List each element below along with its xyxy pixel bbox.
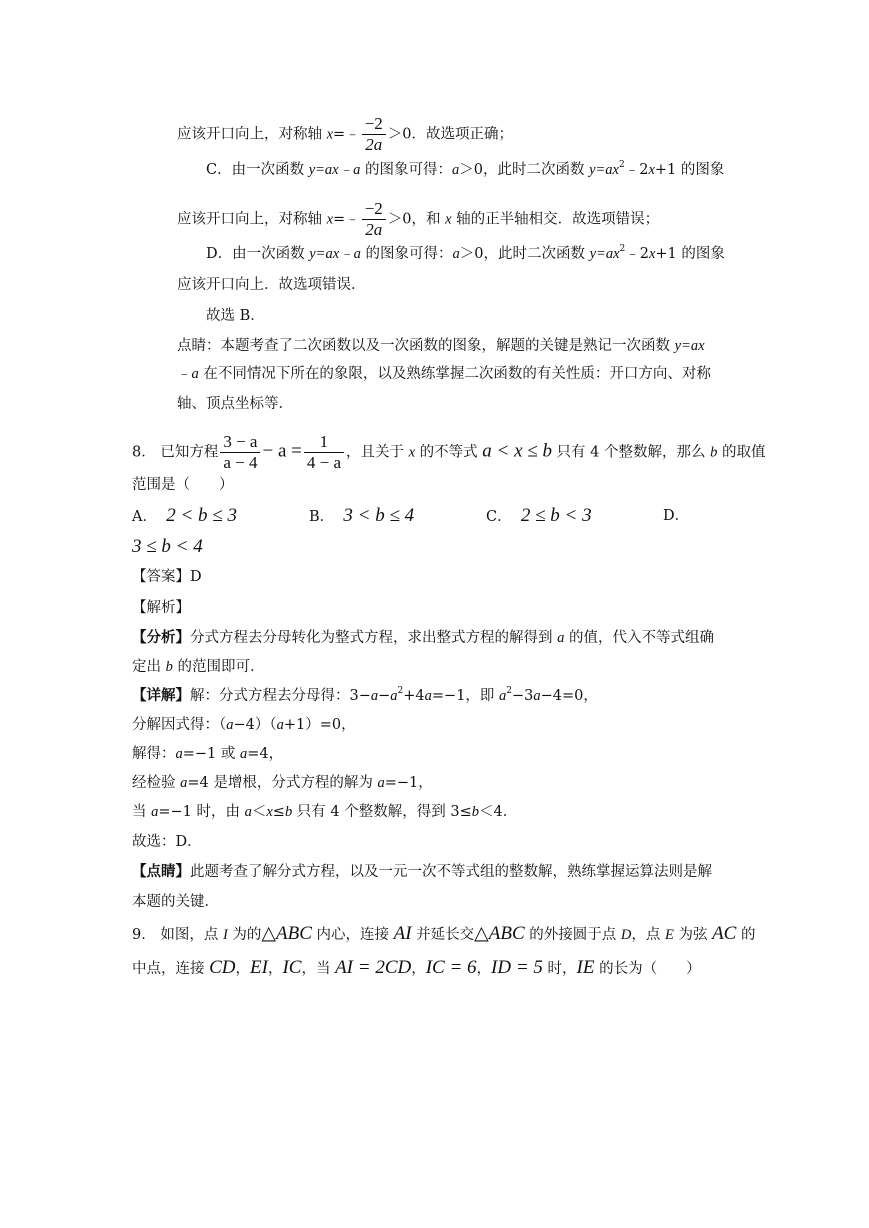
math-var: b [165, 659, 173, 675]
text: ，且关于 [346, 444, 409, 461]
text: =﹣ [333, 211, 360, 228]
math-var: E [664, 927, 674, 943]
detail-line-4 [132, 773, 433, 793]
text: 只有 4 个整数解，那么 [551, 444, 711, 461]
comment-line-3: 轴、顶点坐标等． [177, 396, 293, 412]
math-expr: − a = [262, 440, 302, 462]
text: 为的 [227, 927, 262, 943]
math-var: a [424, 688, 432, 704]
option-a [132, 505, 237, 528]
question-number: 9． [132, 927, 156, 943]
text: ﹣2 [625, 246, 649, 262]
option-value: 2 ≤ b < 3 [520, 505, 592, 526]
text: ＜4． [479, 804, 518, 820]
text: −3 [512, 688, 534, 704]
math-var: x [648, 246, 656, 262]
text: ， [476, 961, 492, 977]
question-8-stem [132, 432, 765, 473]
option-d-line-1 [206, 244, 725, 264]
text: D．由一次函数 [206, 246, 310, 262]
math-var: a [533, 688, 541, 704]
detail-line-1 [132, 686, 598, 706]
text: 解得： [132, 746, 176, 762]
text: =4， [247, 746, 284, 762]
question-8-stem-2: 范围是（ ） [132, 477, 234, 493]
math-expr: AC [712, 923, 737, 944]
text: 点睛：本题考查了二次函数以及一次函数的图象，解题的关键是熟记一次函数 [177, 338, 675, 354]
option-b-line [177, 114, 513, 155]
math-expr: △ABC [474, 923, 525, 944]
math-var: a [499, 688, 507, 704]
math-var: x [648, 162, 655, 178]
section-tag: 【点睛】 [132, 863, 190, 880]
math-var: a [226, 717, 234, 733]
math-var: a [390, 688, 398, 704]
comment-line-2 [177, 364, 711, 384]
text: 已知方程 [160, 444, 219, 461]
text: =4 是增根，分式方程的解为 [187, 775, 378, 791]
text: +1）=0， [283, 717, 356, 733]
text: 只有 4 个整数解，得到 3≤ [292, 804, 472, 820]
math-expr: AI [393, 923, 412, 944]
text: =−1， [384, 775, 433, 791]
text: 解：分式方程去分母得：3− [190, 688, 371, 704]
text: 分解因式得：（ [132, 717, 227, 733]
option-c-line-2 [177, 199, 659, 240]
analysis-line-1 [132, 628, 714, 648]
choose-line: 故选 B． [206, 308, 265, 324]
math-var: b [471, 804, 479, 820]
detail-line-6: 故选：D． [132, 834, 202, 850]
fraction-denominator: 4 − a [306, 453, 341, 472]
math-expr: IE [576, 957, 595, 978]
text: ＞0．故选项正确； [387, 126, 514, 143]
text: +4 [403, 688, 425, 704]
option-c [486, 505, 592, 528]
fraction-numerator: 3 − a [220, 432, 260, 453]
math-expr: CD [209, 957, 236, 978]
math-var: D [620, 927, 632, 943]
math-expr: y=ax﹣a [309, 246, 361, 262]
fraction-denominator: a − 4 [223, 453, 258, 472]
text: 的 [736, 927, 756, 943]
text: 此题考查了解分式方程，以及一元一次不等式组的整数解，熟练掌握运算法则是解 [190, 864, 712, 880]
text: 的取值 [717, 444, 766, 461]
math-expr: △ABC [261, 923, 312, 944]
text: =−1，即 [431, 688, 500, 704]
math-var: a [452, 246, 460, 262]
text: +1 的图象 [655, 246, 725, 262]
math-expr: ID = 5 [491, 957, 543, 978]
text: ，当 [301, 961, 336, 977]
superscript: 2 [618, 160, 625, 170]
text: ， [235, 961, 251, 977]
text: ﹣ [177, 366, 192, 382]
math-var: a [240, 746, 248, 762]
superscript: 2 [397, 686, 404, 696]
option-c-line-1 [206, 160, 724, 180]
math-expr: EI [250, 957, 268, 978]
text: 在不同情况下所在的象限，以及熟练掌握二次函数的有关性质：开口方向、对称 [198, 366, 711, 382]
math-var: x [326, 211, 334, 228]
fraction-denominator: 2a [365, 135, 383, 154]
comment-8-line-2: 本题的关键． [132, 894, 219, 910]
text: 为弦 [673, 927, 713, 943]
text: =−1 或 [182, 746, 240, 762]
text: +1 的图象 [654, 162, 725, 178]
text: 并延长交 [411, 927, 475, 943]
math-var: x [266, 804, 273, 820]
math-var: a [151, 804, 159, 820]
text: ＜ [251, 804, 267, 820]
text: 定出 [132, 659, 166, 675]
comment-line-1 [177, 336, 705, 356]
text: =−1 时，由 [158, 804, 245, 820]
text: 的范围即可． [172, 659, 265, 675]
text: ＞0，和 [387, 211, 446, 228]
option-d-label: D． [663, 508, 690, 524]
math-var: x [445, 211, 452, 228]
math-var: a [276, 717, 284, 733]
answer-line: 【答案】D [132, 569, 202, 585]
text: 的图象可得： [360, 246, 453, 262]
math-var: b [284, 804, 293, 820]
math-expr: y=ax [589, 246, 620, 262]
math-var: x [408, 444, 416, 461]
analysis-line-2 [132, 657, 264, 677]
text: ，点 [631, 927, 665, 943]
fraction-numerator: 1 [304, 432, 344, 453]
math-var: a [175, 746, 183, 762]
text: 中点，连接 [132, 961, 210, 977]
detail-line-2 [132, 715, 356, 735]
question-9-stem-2 [132, 956, 701, 981]
math-var: x [326, 126, 334, 143]
text: 应该开口向上，对称轴 [177, 126, 327, 143]
text: ＞0，此时二次函数 [459, 246, 590, 262]
option-value: 2 < b ≤ 3 [166, 505, 237, 526]
text: 的外接圆于点 [524, 927, 621, 943]
math-expr: AI = 2CD [335, 957, 412, 978]
section-tag: 【详解】 [132, 687, 190, 704]
fraction-numerator: −2 [362, 114, 386, 135]
math-expr: y=ax﹣a [308, 162, 361, 178]
detail-line-3 [132, 744, 283, 764]
option-b [309, 505, 414, 528]
text: C．由一次函数 [206, 162, 309, 178]
math-expr: IC = 6 [425, 957, 477, 978]
option-label: C． [486, 509, 512, 525]
option-label: B． [309, 509, 335, 525]
question-9-stem-1 [132, 922, 755, 947]
text: 的长为（ ） [594, 961, 701, 977]
option-label: A． [132, 509, 157, 525]
math-var: a [557, 630, 565, 646]
math-var: a [377, 775, 385, 791]
text: 分式方程去分母转化为整式方程，求出整式方程的解得到 [190, 630, 558, 646]
superscript: 2 [506, 686, 513, 696]
comment-8-line-1 [132, 862, 712, 882]
fraction [304, 432, 344, 473]
fraction [362, 199, 386, 240]
math-expr: y=ax [674, 338, 705, 354]
text: 内心，连接 [311, 927, 394, 943]
text: 应该开口向上，对称轴 [177, 211, 327, 228]
fraction [220, 432, 260, 473]
fraction [362, 114, 386, 155]
math-var: a [370, 688, 379, 704]
analysis-heading: 【解析】 [132, 600, 190, 616]
text: 如图，点 [160, 927, 223, 943]
math-expr: a < x ≤ b [482, 440, 552, 462]
text: 的不等式 [415, 444, 483, 461]
fraction-numerator: −2 [362, 199, 386, 220]
math-var: a [191, 366, 199, 382]
question-number: 8． [132, 444, 156, 461]
option-d-line-2: 应该开口向上．故选项错误． [177, 277, 366, 293]
option-value: 3 < b ≤ 4 [343, 505, 415, 526]
text: −4）（ [233, 717, 277, 733]
math-var: a [180, 775, 188, 791]
fraction-denominator: 2a [365, 220, 383, 239]
detail-line-5 [132, 802, 517, 822]
text: 的图象可得： [360, 162, 452, 178]
math-var: a [451, 162, 460, 178]
text: ， [411, 961, 426, 977]
math-var: a [244, 804, 252, 820]
text: ≤ [272, 804, 285, 820]
text: =﹣ [333, 126, 360, 143]
section-tag: 【分析】 [132, 629, 190, 646]
text: 时， [542, 961, 577, 977]
text: 经检验 [132, 775, 181, 791]
math-expr: y=ax [589, 162, 619, 178]
text: 的值，代入不等式组确 [564, 630, 714, 646]
text: −4=0， [540, 688, 598, 704]
text: 当 [132, 804, 152, 820]
math-var: b [710, 444, 718, 461]
text: ， [267, 961, 283, 977]
math-expr: IC [282, 957, 302, 978]
text: ﹣2 [624, 162, 649, 178]
text: 轴的正半轴相交．故选项错误； [451, 211, 660, 228]
text: − [378, 688, 391, 704]
superscript: 2 [619, 244, 626, 254]
text: ＞0，此时二次函数 [459, 162, 590, 178]
option-d-value: 3 ≤ b < 4 [132, 536, 203, 557]
math-var: I [222, 927, 228, 943]
